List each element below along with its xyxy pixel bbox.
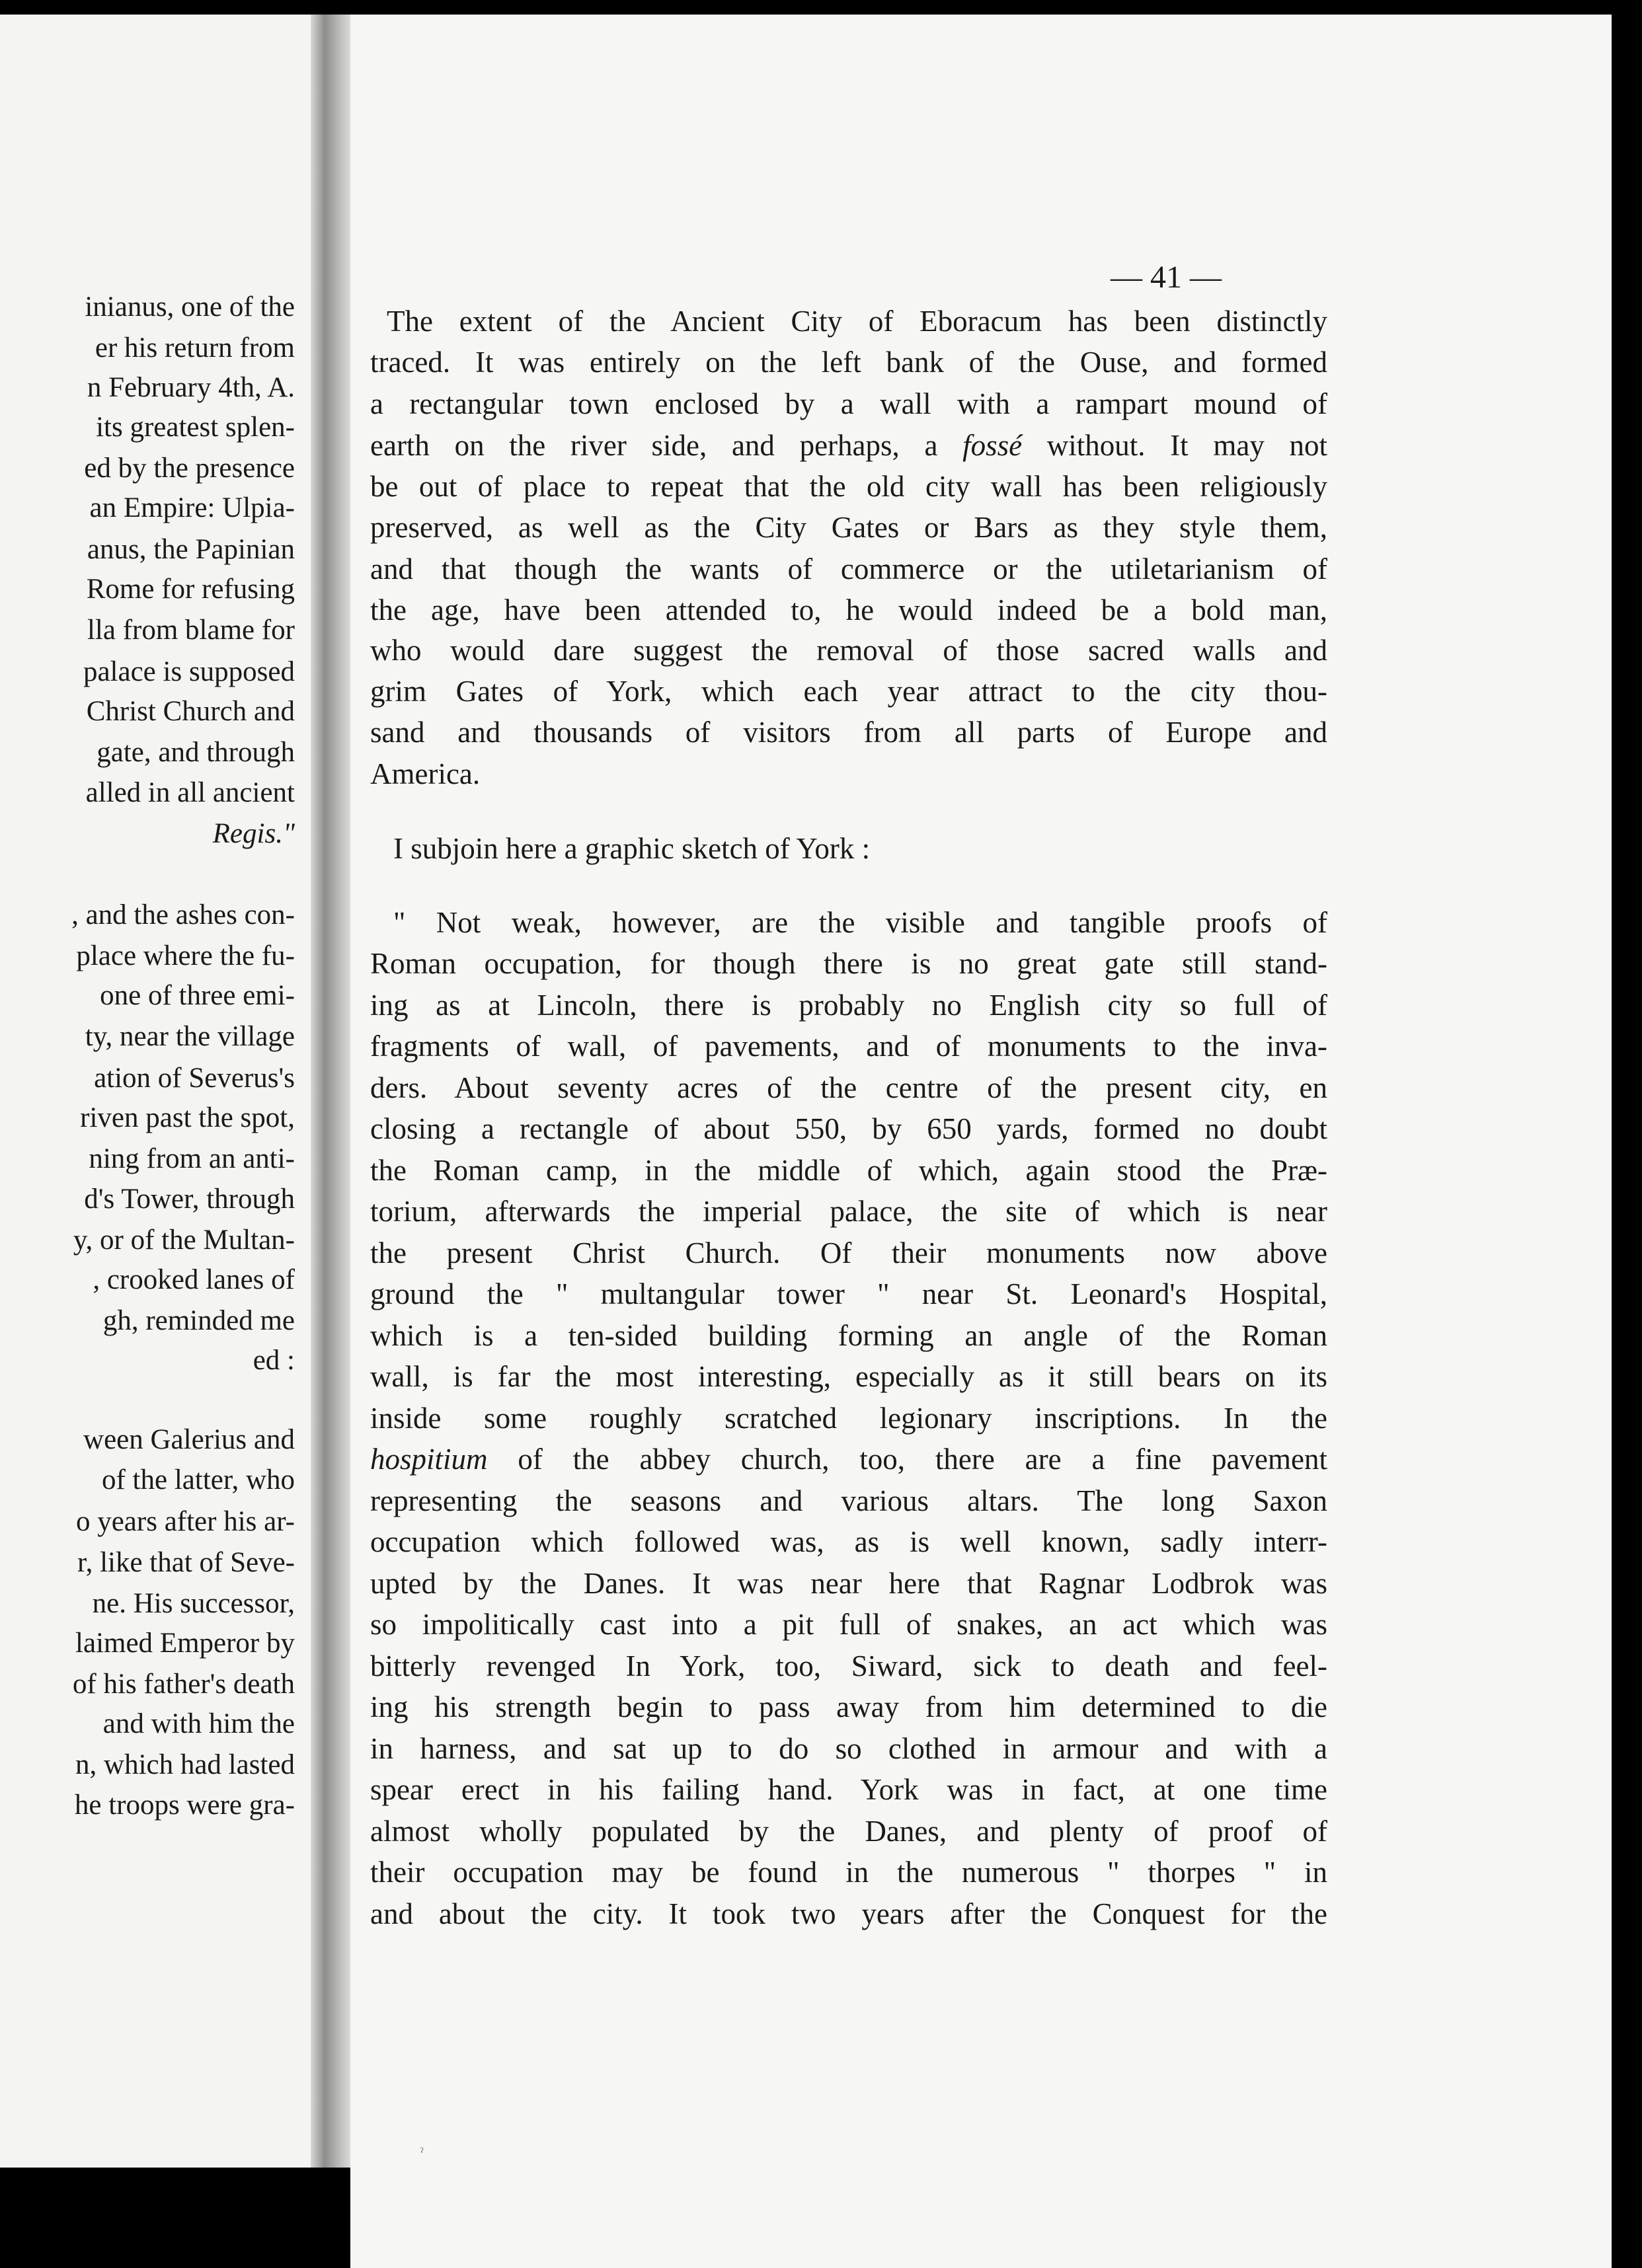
quote-line: bitterly revenged In York, too, Siward, sick to death and feel-: [370, 1649, 1327, 1682]
quote-line: ground the " multangular tower " near St. Leonard's Hospital,: [370, 1277, 1327, 1310]
quote-line: occupation which followed was, as is well known, sadly interr-: [370, 1525, 1327, 1558]
quote-line: which is a ten-sided building forming an angle of the Roman: [370, 1319, 1327, 1352]
left-page-line: n, which had lasted: [75, 1749, 295, 1780]
para1-line-text: earth on the river side, and perhaps, a: [370, 429, 963, 462]
left-page-line: r, like that of Seve-: [77, 1547, 295, 1578]
quote-line: the Roman camp, in the middle of which, again stood the Præ-: [370, 1154, 1327, 1187]
left-page-line: he troops were gra-: [74, 1790, 295, 1821]
quote-line: closing a rectangle of about 550, by 650 yards, formed no doubt: [370, 1112, 1327, 1145]
left-page-line: anus, the Papinian: [87, 534, 295, 565]
quote-line: in harness, and sat up to do so clothed in armour and with a: [370, 1732, 1327, 1765]
left-page-line: alled in all ancient: [85, 777, 295, 808]
left-page-line: ty, near the village: [85, 1021, 295, 1052]
left-page-line: an Empire: Ulpia-: [89, 492, 295, 523]
para1-line: a rectangular town enclosed by a wall with a rampart mound of: [370, 387, 1327, 420]
left-page-line: , and the ashes con-: [71, 899, 295, 930]
left-page-line: ning from an anti-: [89, 1143, 295, 1174]
left-page-line: its greatest splen-: [96, 412, 295, 443]
para1-line: preserved, as well as the City Gates or Bars as they style them,: [370, 511, 1327, 544]
quote-line-text: of the abbey church, too, there are a fine pavement: [518, 1443, 1327, 1476]
left-page-line: lla from blame for: [87, 615, 295, 646]
quote-line: their occupation may be found in the numerous " thorpes " in: [370, 1856, 1327, 1889]
quote-line: representing the seasons and various altars. The long Saxon: [370, 1484, 1327, 1517]
left-page-line: one of three emi-: [100, 980, 295, 1011]
left-page-line: er his return from: [95, 332, 295, 363]
left-page-line: of the latter, who: [101, 1464, 295, 1495]
para1-line: traced. It was entirely on the left bank of the Ouse, and formed: [370, 346, 1327, 379]
left-page-line: and with him the: [102, 1708, 295, 1739]
left-page-line: n February 4th, A.: [87, 372, 295, 403]
quote-line: torium, afterwards the imperial palace, the site of which is near: [370, 1195, 1327, 1228]
left-page-line: ed :: [253, 1345, 295, 1376]
left-page-line: d's Tower, through: [84, 1184, 295, 1215]
left-page-line: ation of Severus's: [94, 1063, 295, 1094]
para1-line: [370, 428, 1327, 463]
quote-line: " Not weak, however, are the visible and tangible proofs of: [393, 906, 1327, 939]
quote-line: wall, is far the most interesting, especially as it still bears on its: [370, 1360, 1327, 1393]
para1-line-text: without. It may not: [1022, 429, 1327, 462]
quote-line: and about the city. It took two years after the Conquest for the: [370, 1897, 1327, 1930]
left-page-line: , crooked lanes of: [93, 1264, 295, 1295]
quote-line: inside some roughly scratched legionary inscriptions. In the: [370, 1402, 1327, 1435]
para2-line: I subjoin here a graphic sketch of York :: [393, 832, 871, 865]
para1-line: America.: [370, 757, 481, 790]
left-page-line: y, or of the Multan-: [73, 1225, 295, 1256]
italic-term: fossé: [962, 429, 1023, 462]
quote-line: the present Christ Church. Of their monuments now above: [370, 1236, 1327, 1269]
left-page-line: ween Galerius and: [83, 1424, 295, 1455]
left-page-line: Regis.": [212, 818, 295, 849]
italic-term: hospitium: [370, 1443, 518, 1476]
para1-line: grim Gates of York, which each year attract to the city thou-: [370, 675, 1327, 708]
para1-line: be out of place to repeat that the old city wall has been religiously: [370, 470, 1327, 503]
quote-line: ders. About seventy acres of the centre of the present city, en: [370, 1071, 1327, 1104]
left-page-line: palace is supposed: [83, 656, 295, 687]
left-page-line: inianus, one of the: [85, 291, 295, 322]
quote-line: upted by the Danes. It was near here that Ragnar Lodbrok was: [370, 1567, 1327, 1600]
left-page-line: gh, reminded me: [102, 1305, 295, 1336]
para1-line: who would dare suggest the removal of those sacred walls and: [370, 634, 1327, 667]
left-page-line: ed by the presence: [84, 453, 295, 484]
para1-line: and that though the wants of commerce or the utiletarianism of: [370, 552, 1327, 586]
quote-line: fragments of wall, of pavements, and of monuments to the inva-: [370, 1030, 1327, 1063]
current-page: [350, 15, 1612, 2268]
para1-line: the age, have been attended to, he would indeed be a bold man,: [370, 593, 1327, 626]
quote-line: ing his strength begin to pass away from him determined to die: [370, 1690, 1327, 1723]
para1-line: The extent of the Ancient City of Eboracum has been distinctly: [387, 305, 1327, 338]
left-page-line: place where the fu-: [76, 940, 295, 971]
left-page-line: ne. His successor,: [92, 1588, 295, 1619]
left-page-line: Christ Church and: [86, 696, 295, 727]
left-page-line: of his father's death: [72, 1669, 295, 1700]
page-number: — 41 —: [1111, 260, 1222, 295]
quote-line: Roman occupation, for though there is no great gate still stand-: [370, 947, 1327, 980]
scan-speck: ˀ: [420, 2145, 424, 2158]
left-page-line: riven past the spot,: [80, 1102, 295, 1133]
quote-line: so impolitically cast into a pit full of snakes, an act which was: [370, 1608, 1327, 1641]
quote-line: almost wholly populated by the Danes, and plenty of proof of: [370, 1815, 1327, 1848]
left-page-line: Rome for refusing: [86, 574, 295, 605]
left-page-line: laimed Emperor by: [75, 1628, 295, 1659]
quote-line: ing as at Lincoln, there is probably no English city so full of: [370, 989, 1327, 1022]
left-page-line: o years after his ar-: [75, 1506, 295, 1537]
left-page-line: gate, and through: [97, 737, 295, 768]
quote-line: [370, 1442, 1327, 1476]
previous-page: [0, 15, 323, 2168]
para1-line: sand and thousands of visitors from all parts of Europe and: [370, 716, 1327, 749]
quote-line: spear erect in his failing hand. York was in fact, at one time: [370, 1773, 1327, 1806]
